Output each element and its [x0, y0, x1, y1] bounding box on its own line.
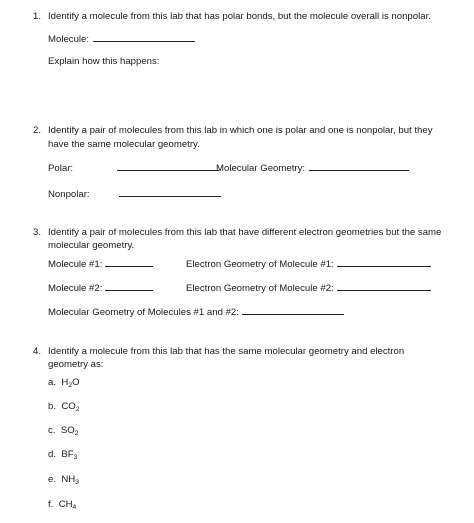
- q3-molecular-geometry-row: [48, 308, 344, 318]
- q2-nonpolar-blank[interactable]: [119, 195, 221, 197]
- q1-molecule-blank[interactable]: [93, 40, 195, 42]
- q4-item-letter: d.: [48, 449, 57, 460]
- q2-polar-row: [48, 164, 219, 174]
- q4-item: [48, 402, 80, 412]
- q3-molecule1-eg-row: [186, 260, 431, 270]
- q2-nonpolar-label: Nonpolar:: [48, 189, 90, 200]
- q4-item-formula-subscript: 2: [75, 406, 80, 413]
- q3-molecule1-row: [48, 260, 153, 270]
- q4-item-letter: e.: [48, 474, 57, 485]
- q4-item-letter: a.: [48, 377, 57, 388]
- q3-prompt-line1: Identify a pair of molecules from this lab that have different electron geometries but the same: [48, 227, 442, 238]
- q3-molecular-geometry-blank[interactable]: [242, 313, 344, 315]
- q1-number: 1.: [33, 11, 42, 22]
- q2-geometry-label: Molecular Geometry:: [216, 163, 306, 174]
- q4-item-formula-base: NH: [61, 474, 76, 485]
- q3-prompt-line2: molecular geometry.: [48, 240, 135, 251]
- q1-molecule-row: [48, 35, 195, 45]
- q3-molecule2-eg-row: [186, 284, 431, 294]
- q4-item-letter: c.: [48, 425, 56, 436]
- q1-prompt: Identify a molecule from this lab that has polar bonds, but the molecule overall is nonpolar.: [48, 11, 431, 22]
- q4-item-formula-subscript: 3: [73, 454, 78, 461]
- q4-item-formula-base: SO: [60, 425, 75, 436]
- q3-number: 3.: [33, 227, 42, 238]
- q4-item-formula-base: CO: [61, 401, 76, 412]
- q1-explain-label: Explain how this happens:: [48, 56, 160, 67]
- q4-item-formula-subscript: 3: [75, 479, 79, 486]
- q2-number: 2.: [33, 125, 42, 136]
- q4-item: [48, 450, 77, 460]
- q3-molecule1-blank[interactable]: [105, 265, 153, 267]
- q3-molecule2-blank[interactable]: [105, 289, 153, 291]
- q3-molecule1-label: Molecule #1:: [48, 259, 103, 270]
- q3-molecule2-eg-blank[interactable]: [337, 289, 431, 291]
- q4-item-formula-subscript: 2: [68, 382, 73, 389]
- q4-item-formula-base: H: [61, 377, 69, 388]
- q4-item-formula-base: CH: [58, 499, 73, 510]
- q4-item-letter: b.: [48, 401, 57, 412]
- q4-item: [48, 378, 80, 388]
- q3-molecule2-eg-label: Electron Geometry of Molecule #2:: [186, 283, 334, 294]
- q3-molecule2-row: [48, 284, 153, 294]
- q4-item-letter: f.: [48, 499, 54, 510]
- q4-prompt-line2: geometry as:: [48, 359, 104, 370]
- q3-molecule1-eg-label: Electron Geometry of Molecule #1:: [186, 259, 334, 270]
- q3-molecular-geometry-label: Molecular Geometry of Molecules #1 and #2:: [48, 307, 239, 318]
- q1-molecule-label: Molecule:: [48, 34, 90, 45]
- q2-geometry-blank[interactable]: [309, 169, 409, 171]
- q2-prompt-line2: have the same molecular geometry.: [48, 139, 200, 150]
- q4-item: [48, 475, 79, 485]
- q4-item-formula-base: BF: [61, 449, 74, 460]
- q4-item: [48, 500, 76, 510]
- q4-item-formula-tail: O: [72, 377, 80, 388]
- q2-nonpolar-row: [48, 190, 221, 200]
- q3-molecule2-label: Molecule #2:: [48, 283, 103, 294]
- q2-polar-blank[interactable]: [117, 169, 219, 171]
- q2-geometry-row: [216, 164, 409, 174]
- q4-item-formula-subscript: 2: [74, 430, 79, 437]
- q2-prompt-line1: Identify a pair of molecules from this lab in which one is polar and one is nonpolar, but they: [48, 125, 433, 136]
- q3-molecule1-eg-blank[interactable]: [337, 265, 431, 267]
- q4-number: 4.: [33, 346, 42, 357]
- q4-prompt-line1: Identify a molecule from this lab that has the same molecular geometry and electron: [48, 346, 405, 357]
- q2-polar-label: Polar:: [48, 163, 74, 174]
- q4-item: [48, 426, 78, 436]
- q4-item-formula-subscript: 4: [72, 504, 77, 511]
